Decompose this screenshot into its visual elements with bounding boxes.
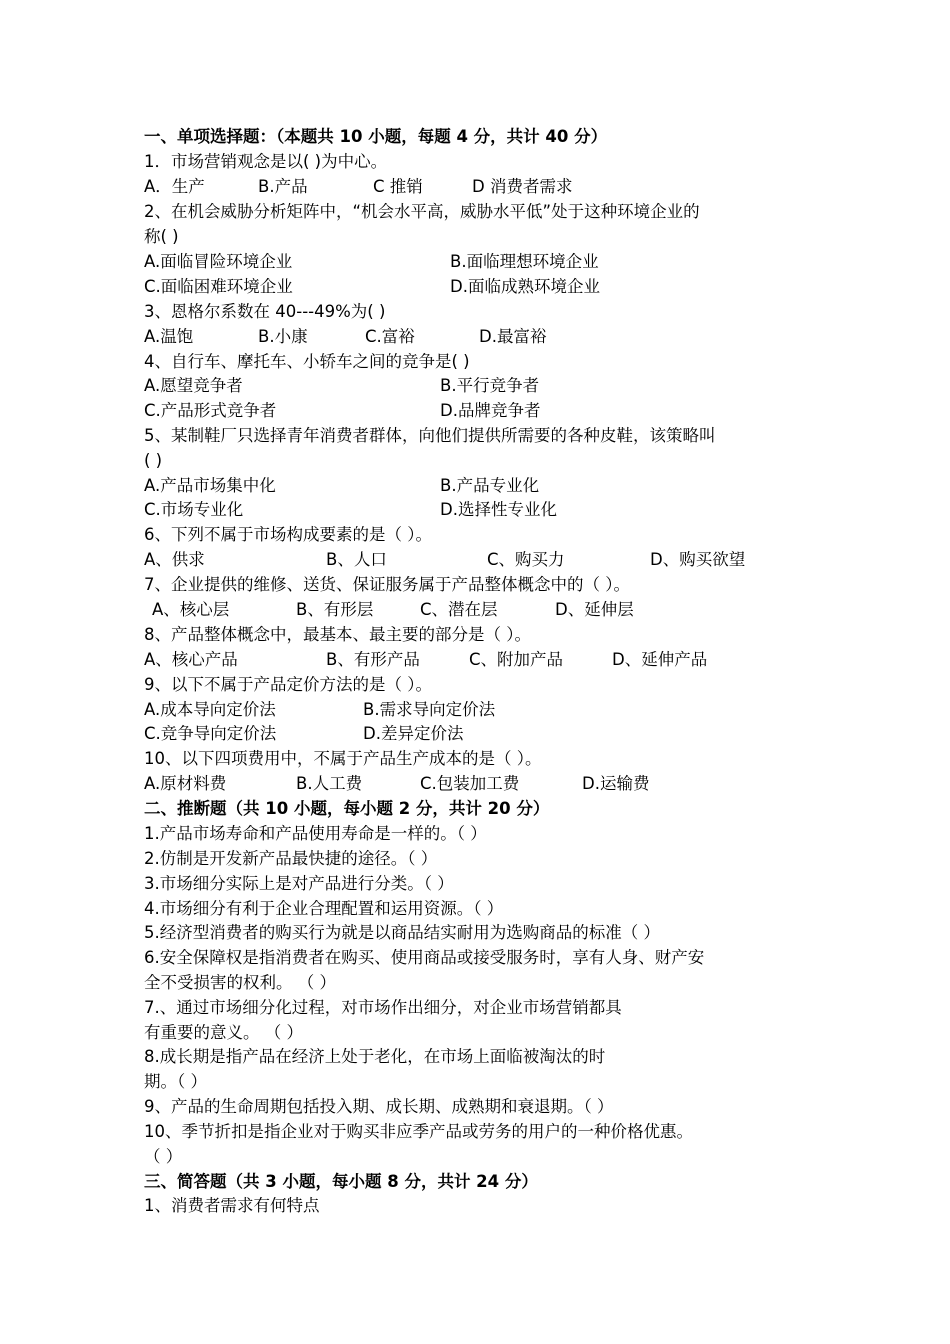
section-heading-3: 三、简答题（共 3 小题，每小题 8 分，共计 24 分） bbox=[144, 1172, 538, 1191]
judge-question-4: 4.市场细分有利于企业合理配置和运用资源。（ ） bbox=[144, 899, 504, 918]
question-2: 2、在机会威胁分析矩阵中，“机会水平高，威胁水平低”处于这种环境企业的 bbox=[144, 202, 700, 221]
option: D、延伸层 bbox=[555, 600, 634, 619]
judge-question-6-cont: 全不受损害的权利。 （ ） bbox=[144, 973, 336, 992]
judge-question-2: 2.仿制是开发新产品最快捷的途径。（ ） bbox=[144, 849, 438, 868]
option: B、人口 bbox=[326, 550, 387, 569]
judge-question-8-cont: 期。（ ） bbox=[144, 1072, 207, 1091]
judge-question-1: 1.产品市场寿命和产品使用寿命是一样的。（ ） bbox=[144, 824, 487, 843]
option: D.面临成熟环境企业 bbox=[450, 277, 600, 296]
option: D.最富裕 bbox=[479, 327, 547, 346]
option: C、购买力 bbox=[487, 550, 565, 569]
option: D.运输费 bbox=[582, 774, 650, 793]
option: B.需求导向定价法 bbox=[363, 700, 496, 719]
option: A、核心产品 bbox=[144, 650, 238, 669]
judge-question-10-cont: （ ） bbox=[144, 1147, 183, 1166]
question-5-cont: ( ) bbox=[144, 451, 163, 470]
option: B.产品 bbox=[258, 177, 308, 196]
option: C 推销 bbox=[373, 177, 423, 196]
judge-question-8: 8.成长期是指产品在经济上处于老化，在市场上面临被淘汰的时 bbox=[144, 1047, 606, 1066]
option: B、有形产品 bbox=[326, 650, 420, 669]
question-1: 1．市场营销观念是以( )为中心。 bbox=[144, 152, 388, 171]
option: A.产品市场集中化 bbox=[144, 476, 276, 495]
option: D、延伸产品 bbox=[612, 650, 708, 669]
option: A.成本导向定价法 bbox=[144, 700, 276, 719]
question-8: 8、产品整体概念中，最基本、最主要的部分是（ ）。 bbox=[144, 625, 531, 644]
judge-question-9: 9、产品的生命周期包括投入期、成长期、成熟期和衰退期。（ ） bbox=[144, 1097, 614, 1116]
option: A、供求 bbox=[144, 550, 205, 569]
question-7: 7、企业提供的维修、送货、保证服务属于产品整体概念中的（ ）。 bbox=[144, 575, 630, 594]
option: B.平行竞争者 bbox=[440, 376, 540, 395]
question-10: 10、以下四项费用中，不属于产品生产成本的是（ ）。 bbox=[144, 749, 542, 768]
option: D 消费者需求 bbox=[472, 177, 573, 196]
option: A.温饱 bbox=[144, 327, 194, 346]
option: D.选择性专业化 bbox=[440, 500, 557, 519]
judge-question-6: 6.安全保障权是指消费者在购买、使用商品或接受服务时，享有人身、财产安 bbox=[144, 948, 705, 967]
question-2-cont: 称( ) bbox=[144, 227, 179, 246]
option: C.包装加工费 bbox=[420, 774, 520, 793]
option: A.原材料费 bbox=[144, 774, 227, 793]
option: B.产品专业化 bbox=[440, 476, 540, 495]
question-4: 4、自行车、摩托车、小轿车之间的竞争是( ) bbox=[144, 352, 470, 371]
question-5: 5、某制鞋厂只选择青年消费者群体，向他们提供所需要的各种皮鞋，该策略叫 bbox=[144, 426, 716, 445]
judge-question-7: 7.、通过市场细分化过程，对市场作出细分，对企业市场营销都具 bbox=[144, 998, 622, 1017]
option: C.竞争导向定价法 bbox=[144, 724, 277, 743]
option: B.小康 bbox=[258, 327, 308, 346]
judge-question-7-cont: 有重要的意义。 （ ） bbox=[144, 1023, 303, 1042]
question-6: 6、下列不属于市场构成要素的是（ ）。 bbox=[144, 525, 432, 544]
option: B、有形层 bbox=[296, 600, 374, 619]
option: D.差异定价法 bbox=[363, 724, 464, 743]
option: C.市场专业化 bbox=[144, 500, 244, 519]
option: C.面临困难环境企业 bbox=[144, 277, 293, 296]
option: B.人工费 bbox=[296, 774, 363, 793]
short-question-1: 1、消费者需求有何特点 bbox=[144, 1196, 320, 1215]
judge-question-3: 3.市场细分实际上是对产品进行分类。（ ） bbox=[144, 874, 454, 893]
option: A、核心层 bbox=[152, 600, 230, 619]
option: C、潜在层 bbox=[420, 600, 498, 619]
option: B.面临理想环境企业 bbox=[450, 252, 599, 271]
option: C.富裕 bbox=[365, 327, 415, 346]
judge-question-5: 5.经济型消费者的购买行为就是以商品结实耐用为选购商品的标准（ ） bbox=[144, 923, 660, 942]
option: D、购买欲望 bbox=[650, 550, 746, 569]
option: C.产品形式竞争者 bbox=[144, 401, 277, 420]
option: A.愿望竞争者 bbox=[144, 376, 243, 395]
option: D.品牌竞争者 bbox=[440, 401, 541, 420]
question-3: 3、恩格尔系数在 40---49%为( ) bbox=[144, 302, 386, 321]
option: C、附加产品 bbox=[469, 650, 564, 669]
option: A.面临冒险环境企业 bbox=[144, 252, 293, 271]
judge-question-10: 10、季节折扣是指企业对于购买非应季产品或劳务的用户的一种价格优惠。 bbox=[144, 1122, 693, 1141]
section-heading-2: 二、推断题（共 10 小题，每小题 2 分，共计 20 分） bbox=[144, 799, 550, 818]
question-9: 9、以下不属于产品定价方法的是（ ）。 bbox=[144, 675, 432, 694]
option: A．生产 bbox=[144, 177, 205, 196]
section-heading-1: 一、单项选择题：（本题共 10 小题，每题 4 分，共计 40 分） bbox=[144, 127, 608, 146]
